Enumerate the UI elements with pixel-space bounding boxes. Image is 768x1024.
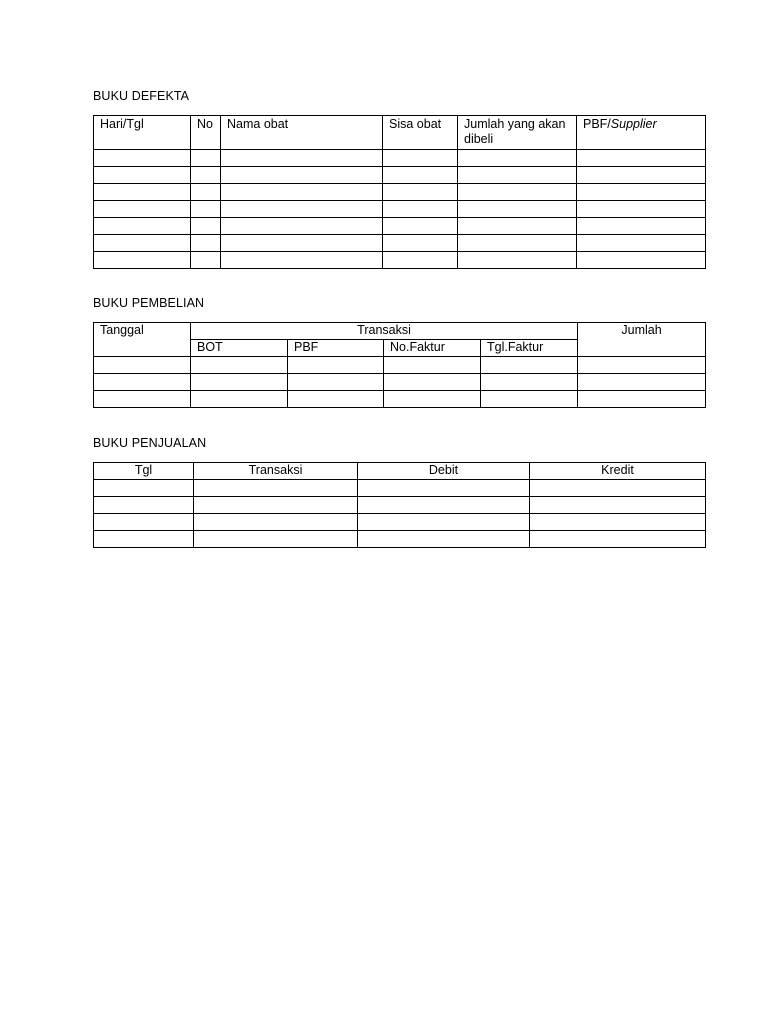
defekta-row xyxy=(94,184,706,201)
penjualan-cell[interactable] xyxy=(358,514,530,531)
defekta-row xyxy=(94,252,706,269)
penjualan-cell[interactable] xyxy=(530,480,706,497)
penjualan-header-debit: Debit xyxy=(358,463,530,480)
defekta-cell[interactable] xyxy=(383,184,458,201)
defekta-cell[interactable] xyxy=(577,201,706,218)
defekta-cell[interactable] xyxy=(94,150,191,167)
pembelian-cell[interactable] xyxy=(384,374,481,391)
defekta-cell[interactable] xyxy=(383,218,458,235)
defekta-cell[interactable] xyxy=(191,218,221,235)
pembelian-subheader-tgl-faktur: Tgl.Faktur xyxy=(481,340,578,357)
defekta-cell[interactable] xyxy=(577,235,706,252)
pembelian-cell[interactable] xyxy=(288,374,384,391)
defekta-cell[interactable] xyxy=(383,167,458,184)
defekta-cell[interactable] xyxy=(458,150,577,167)
defekta-cell[interactable] xyxy=(458,201,577,218)
pembelian-title: BUKU PEMBELIAN xyxy=(93,296,205,310)
penjualan-cell[interactable] xyxy=(194,514,358,531)
penjualan-cell[interactable] xyxy=(94,497,194,514)
defekta-cell[interactable] xyxy=(221,218,383,235)
penjualan-table xyxy=(93,462,706,548)
penjualan-title: BUKU PENJUALAN xyxy=(93,436,207,450)
penjualan-cell[interactable] xyxy=(94,480,194,497)
penjualan-row xyxy=(94,531,706,548)
defekta-header-pbf-supplier xyxy=(577,116,706,150)
penjualan-row xyxy=(94,480,706,497)
defekta-title: BUKU DEFEKTA xyxy=(93,89,190,103)
penjualan-cell[interactable] xyxy=(358,480,530,497)
pembelian-row xyxy=(94,391,706,408)
pembelian-header-row xyxy=(94,323,706,340)
pembelian-header-jumlah: Jumlah xyxy=(578,323,706,357)
penjualan-row xyxy=(94,514,706,531)
defekta-cell[interactable] xyxy=(383,201,458,218)
defekta-cell[interactable] xyxy=(577,167,706,184)
pembelian-cell[interactable] xyxy=(481,374,578,391)
penjualan-header-transaksi: Transaksi xyxy=(194,463,358,480)
defekta-cell[interactable] xyxy=(191,184,221,201)
pembelian-cell[interactable] xyxy=(191,391,288,408)
defekta-header-row xyxy=(94,116,706,150)
pembelian-cell[interactable] xyxy=(288,357,384,374)
pembelian-row xyxy=(94,374,706,391)
pembelian-table xyxy=(93,322,706,408)
penjualan-cell[interactable] xyxy=(94,514,194,531)
defekta-cell[interactable] xyxy=(221,201,383,218)
penjualan-cell[interactable] xyxy=(530,497,706,514)
pembelian-subheader-pbf: PBF xyxy=(288,340,384,357)
defekta-cell[interactable] xyxy=(221,252,383,269)
defekta-cell[interactable] xyxy=(94,252,191,269)
defekta-cell[interactable] xyxy=(94,167,191,184)
defekta-cell[interactable] xyxy=(577,218,706,235)
defekta-header-nama-obat: Nama obat xyxy=(221,116,383,150)
penjualan-row xyxy=(94,497,706,514)
pembelian-cell[interactable] xyxy=(481,357,578,374)
defekta-cell[interactable] xyxy=(383,235,458,252)
defekta-cell[interactable] xyxy=(221,235,383,252)
defekta-cell[interactable] xyxy=(191,252,221,269)
penjualan-cell[interactable] xyxy=(194,497,358,514)
pembelian-row xyxy=(94,357,706,374)
defekta-cell[interactable] xyxy=(191,235,221,252)
defekta-header-no: No xyxy=(191,116,221,150)
penjualan-cell[interactable] xyxy=(530,514,706,531)
pembelian-cell[interactable] xyxy=(191,357,288,374)
penjualan-cell[interactable] xyxy=(358,531,530,548)
defekta-row xyxy=(94,167,706,184)
defekta-cell[interactable] xyxy=(577,252,706,269)
pembelian-cell[interactable] xyxy=(94,374,191,391)
pembelian-cell[interactable] xyxy=(578,357,706,374)
defekta-cell[interactable] xyxy=(221,184,383,201)
pembelian-subheader-bot: BOT xyxy=(191,340,288,357)
pembelian-cell[interactable] xyxy=(384,391,481,408)
penjualan-cell[interactable] xyxy=(530,531,706,548)
defekta-cell[interactable] xyxy=(221,150,383,167)
penjualan-cell[interactable] xyxy=(194,480,358,497)
defekta-header-jumlah: Jumlah yang akan dibeli xyxy=(458,116,577,150)
defekta-cell[interactable] xyxy=(458,235,577,252)
defekta-row xyxy=(94,218,706,235)
defekta-row xyxy=(94,201,706,218)
penjualan-cell[interactable] xyxy=(358,497,530,514)
defekta-cell[interactable] xyxy=(94,235,191,252)
defekta-cell[interactable] xyxy=(458,184,577,201)
pembelian-cell[interactable] xyxy=(578,391,706,408)
pembelian-cell[interactable] xyxy=(384,357,481,374)
pembelian-header-tanggal: Tanggal xyxy=(94,323,191,357)
pembelian-cell[interactable] xyxy=(288,391,384,408)
penjualan-cell[interactable] xyxy=(94,531,194,548)
defekta-row xyxy=(94,150,706,167)
defekta-cell[interactable] xyxy=(191,167,221,184)
defekta-cell[interactable] xyxy=(191,150,221,167)
penjualan-cell[interactable] xyxy=(194,531,358,548)
pembelian-cell[interactable] xyxy=(481,391,578,408)
defekta-cell[interactable] xyxy=(94,218,191,235)
defekta-cell[interactable] xyxy=(383,252,458,269)
pembelian-cell[interactable] xyxy=(94,391,191,408)
defekta-cell[interactable] xyxy=(458,252,577,269)
defekta-cell[interactable] xyxy=(221,167,383,184)
defekta-cell[interactable] xyxy=(94,184,191,201)
defekta-cell[interactable] xyxy=(458,167,577,184)
defekta-table xyxy=(93,115,706,269)
defekta-row xyxy=(94,235,706,252)
defekta-cell[interactable] xyxy=(458,218,577,235)
pembelian-cell[interactable] xyxy=(94,357,191,374)
defekta-header-sisa-obat: Sisa obat xyxy=(383,116,458,150)
defekta-cell[interactable] xyxy=(191,201,221,218)
penjualan-header-kredit: Kredit xyxy=(530,463,706,480)
pembelian-cell[interactable] xyxy=(191,374,288,391)
defekta-header-hari-tgl: Hari/Tgl xyxy=(94,116,191,150)
supplier-label: Supplier xyxy=(610,117,657,131)
penjualan-header-tgl: Tgl xyxy=(94,463,194,480)
pembelian-cell[interactable] xyxy=(578,374,706,391)
defekta-cell[interactable] xyxy=(383,150,458,167)
pembelian-header-transaksi: Transaksi xyxy=(191,323,578,340)
pbf-prefix: PBF/ xyxy=(583,117,611,131)
defekta-cell[interactable] xyxy=(577,184,706,201)
penjualan-header-row xyxy=(94,463,706,480)
pembelian-subheader-no-faktur: No.Faktur xyxy=(384,340,481,357)
defekta-cell[interactable] xyxy=(94,201,191,218)
defekta-cell[interactable] xyxy=(577,150,706,167)
